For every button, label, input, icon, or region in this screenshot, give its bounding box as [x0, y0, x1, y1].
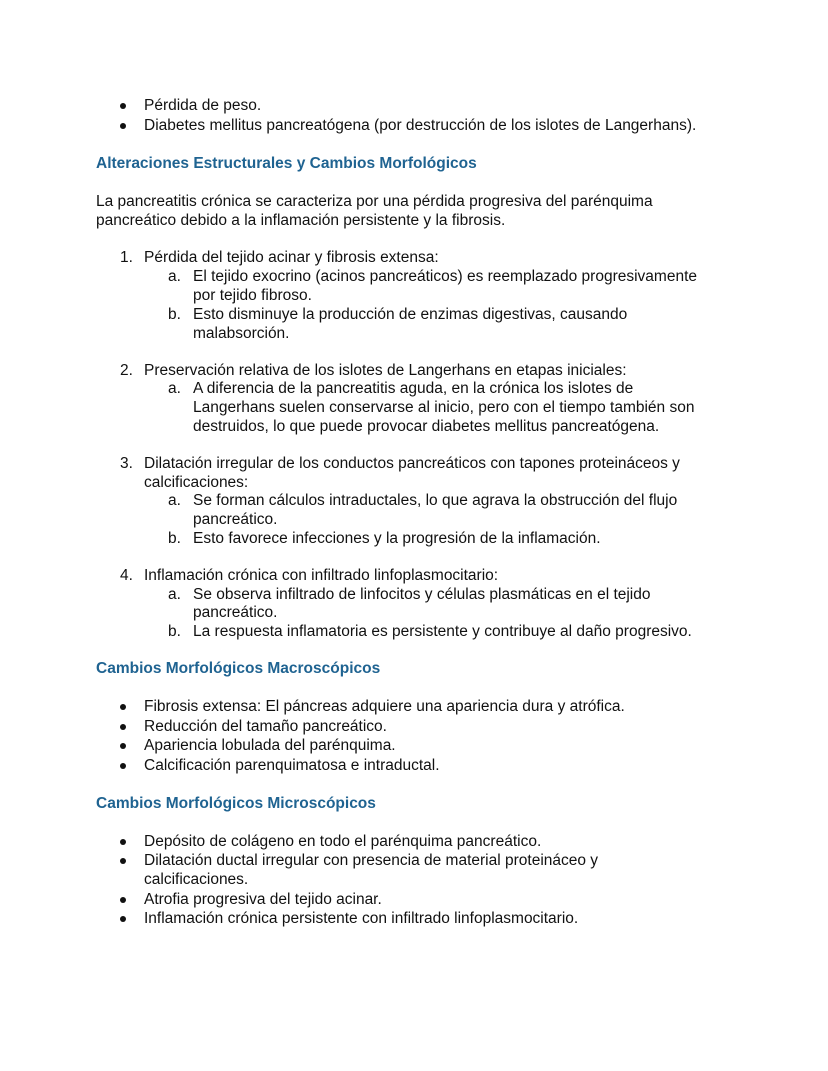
- list-item: Dilatación ductal irregular con presencia de material proteináceo y: [144, 852, 599, 869]
- sub-item: El tejido exocrino (acinos pancreáticos) es reemplazado progresivamente: [193, 268, 698, 285]
- sub-item: Se forman cálculos intraductales, lo que agrava la obstrucción del flujo: [193, 492, 678, 509]
- list-item: calcificaciones.: [144, 871, 249, 888]
- sub-item: Esto disminuye la producción de enzimas digestivas, causando: [193, 306, 628, 323]
- list-number: 4.: [120, 567, 133, 584]
- list-item: Reducción del tamaño pancreático.: [144, 718, 387, 735]
- sub-item: malabsorción.: [193, 325, 290, 342]
- list-item: Apariencia lobulada del parénquima.: [144, 737, 396, 754]
- list-item: Fibrosis extensa: El páncreas adquiere una apariencia dura y atrófica.: [144, 698, 625, 715]
- bullet-icon: [120, 123, 126, 129]
- list-item: Atrofia progresiva del tejido acinar.: [144, 891, 382, 908]
- bullet-icon: [120, 743, 126, 749]
- sub-letter: a.: [168, 380, 181, 397]
- list-item: Diabetes mellitus pancreatógena (por destrucción de los islotes de Langerhans).: [144, 117, 697, 134]
- paragraph-line: pancreático debido a la inflamación persistente y la fibrosis.: [96, 212, 506, 229]
- list-number: 1.: [120, 249, 133, 266]
- sub-item: Langerhans suelen conservarse al inicio, pero con el tiempo también son: [193, 399, 695, 416]
- list-item: calcificaciones:: [144, 474, 249, 491]
- list-item: Inflamación crónica persistente con infiltrado linfoplasmocitario.: [144, 910, 579, 927]
- list-item: Preservación relativa de los islotes de Langerhans en etapas iniciales:: [144, 362, 627, 379]
- sub-item: A diferencia de la pancreatitis aguda, en la crónica los islotes de: [193, 380, 634, 397]
- sub-letter: b.: [168, 306, 181, 323]
- bullet-icon: [120, 763, 126, 769]
- bullet-icon: [120, 897, 126, 903]
- sub-item: La respuesta inflamatoria es persistente y contribuye al daño progresivo.: [193, 623, 692, 640]
- list-item: Pérdida del tejido acinar y fibrosis extensa:: [144, 249, 439, 266]
- list-item: Dilatación irregular de los conductos pancreáticos con tapones proteináceos y: [144, 455, 680, 472]
- bullet-icon: [120, 858, 126, 864]
- list-item: Calcificación parenquimatosa e intraductal.: [144, 757, 440, 774]
- list-number: 3.: [120, 455, 133, 472]
- section-heading: Alteraciones Estructurales y Cambios Morfológicos: [96, 155, 477, 172]
- sub-item: destruidos, lo que puede provocar diabetes mellitus pancreatógena.: [193, 418, 660, 435]
- section-heading: Cambios Morfológicos Macroscópicos: [96, 660, 381, 677]
- list-item: Pérdida de peso.: [144, 97, 262, 114]
- bullet-icon: [120, 724, 126, 730]
- sub-item: pancreático.: [193, 511, 278, 528]
- sub-item: Esto favorece infecciones y la progresión de la inflamación.: [193, 530, 601, 547]
- sub-item: pancreático.: [193, 604, 278, 621]
- bullet-icon: [120, 103, 126, 109]
- sub-letter: a.: [168, 586, 181, 603]
- paragraph-line: La pancreatitis crónica se caracteriza por una pérdida progresiva del parénquima: [96, 193, 653, 210]
- section-heading: Cambios Morfológicos Microscópicos: [96, 795, 376, 812]
- sub-letter: a.: [168, 268, 181, 285]
- sub-item: por tejido fibroso.: [193, 287, 312, 304]
- sub-letter: b.: [168, 530, 181, 547]
- bullet-icon: [120, 704, 126, 710]
- bullet-icon: [120, 916, 126, 922]
- list-item: Inflamación crónica con infiltrado linfoplasmocitario:: [144, 567, 499, 584]
- sub-item: Se observa infiltrado de linfocitos y células plasmáticas en el tejido: [193, 586, 651, 603]
- sub-letter: b.: [168, 623, 181, 640]
- list-number: 2.: [120, 362, 133, 379]
- list-item: Depósito de colágeno en todo el parénquima pancreático.: [144, 833, 542, 850]
- bullet-icon: [120, 839, 126, 845]
- sub-letter: a.: [168, 492, 181, 509]
